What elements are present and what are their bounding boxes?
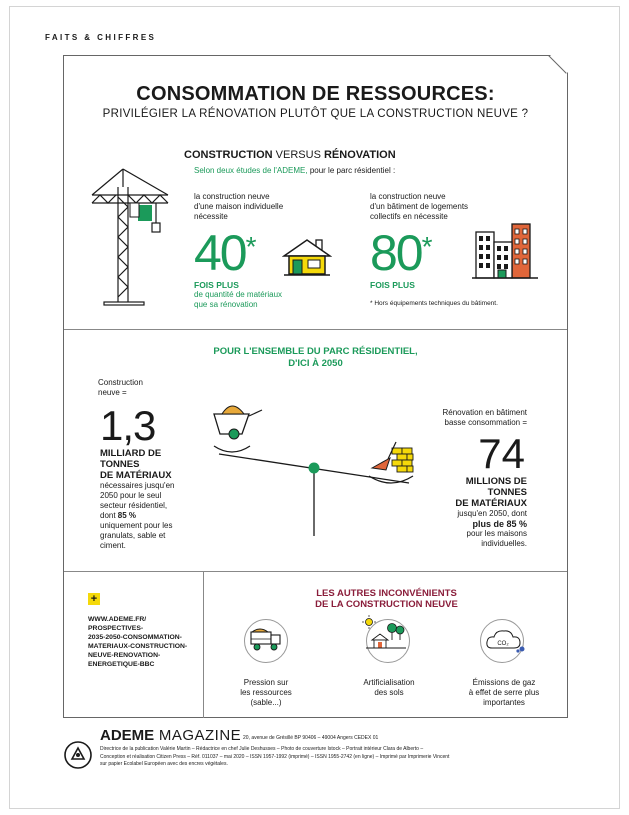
more-info-link[interactable]: WWW.ADEME.FR/ PROSPECTIVES- 2035-2050-CONSOMMATION- MATERIAUX-CONSTRUCTION- NEUVE-RENOVATION- ENERGETIQUE-BBC <box>88 616 188 668</box>
construction-details: MILLIARD DE TONNES DE MATÉRIAUX nécessaires jusqu'en 2050 pour le seul secteur résidentiel, dont 85 % uniquement pour les granulats, sable et ciment. <box>100 448 175 550</box>
parc-heading: POUR L'ENSEMBLE DU PARC RÉSIDENTIEL, D'ICI À 2050 <box>213 346 418 369</box>
inconvenient-item: Artificialisation des sols <box>363 678 415 697</box>
renovation-label: Rénovation en bâtiment basse consommation = <box>442 408 527 427</box>
inconvenients-heading: LES AUTRES INCONVÉNIENTS DE LA CONSTRUCTION NEUVE <box>315 588 458 610</box>
footer-credits: Directrice de la publication Valérie Martin – Rédactrice en chef Julie Deshusses – Photo de couverture Istock – Portrait intérieur Clara de Alberto – Conception et réalisation Citizen Press – Réf. 011037 – mai 2020 – ISSN 1957-1992 (imprimé) – ISSN 1955-2742 (en ligne) – Imprimé par Imprimerie Vincent sur papier Ecolabel Européen avec des encres végétales. <box>100 746 450 767</box>
bricks-trowel-icon <box>372 442 413 472</box>
page-title: CONSOMMATION DE RESSOURCES: <box>136 83 495 105</box>
renovation-details: MILLIONS DE TONNES DE MATÉRIAUX jusqu'en 2050, dont plus de 85 % pour les maisons individuelles. <box>455 476 527 548</box>
footer-address: 20, avenue de Grésillé BP 90406 – 49004 Angers CEDEX 01 <box>243 735 379 741</box>
section-label: FAITS & CHIFFRES <box>45 33 157 42</box>
house-stat: la construction neuve d'une maison individuelle nécessite 40 * FOIS PLUS de quantité de matériaux que sa rénovation <box>194 192 329 310</box>
plus-icon: + <box>88 593 100 605</box>
renovation-number: 74 <box>478 430 525 477</box>
house-multiplier: 40 * <box>194 225 255 281</box>
footnote: * Hors équipements techniques du bâtiment. <box>370 300 498 307</box>
collective-multiplier: 80 * <box>370 225 431 281</box>
page-subtitle: PRIVILÉGIER LA RÉNOVATION PLUTÔT QUE LA CONSTRUCTION NEUVE ? <box>102 108 529 120</box>
construction-number: 1,3 <box>100 402 156 449</box>
inconvenient-item: Émissions de gaz à effet de serre plus importantes <box>468 678 540 707</box>
truck-icon <box>248 626 284 656</box>
footer-brand: ADEME MAGAZINE <box>100 727 242 744</box>
infographic-card <box>63 55 568 718</box>
collective-stat: la construction neuve d'un bâtiment de logements collectifs en nécessite 80 * FOIS PLUS <box>370 192 505 290</box>
construction-label: Construction neuve = <box>98 378 143 397</box>
comparison-heading: CONSTRUCTION VERSUS RÉNOVATION <box>184 149 396 161</box>
source-note: Selon deux études de l'ADEME, pour le parc résidentiel : <box>194 166 396 175</box>
wheelbarrow-icon <box>214 406 262 439</box>
soil-artificialisation-icon <box>362 614 408 654</box>
recycle-logo-icon <box>63 740 93 770</box>
more-info-box <box>64 571 204 718</box>
inconvenient-item: Pression sur les ressources (sable...) <box>240 678 292 707</box>
co2-label: CO₂ <box>497 641 509 647</box>
co2-cloud-icon <box>482 624 526 658</box>
